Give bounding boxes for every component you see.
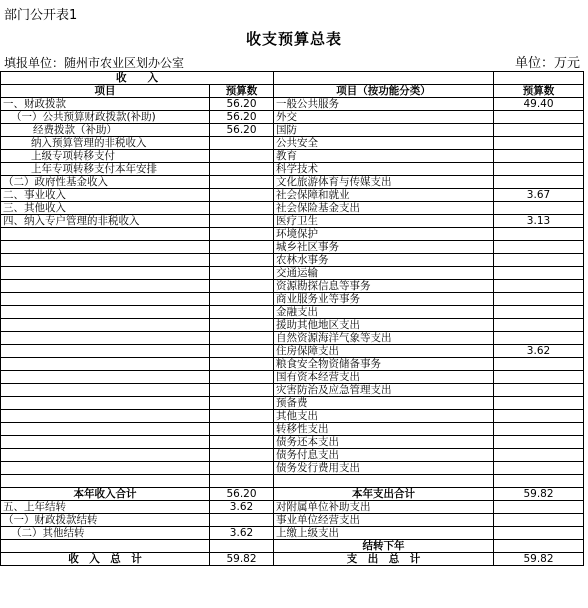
carry-other-label: （二）其他结转: [1, 527, 210, 540]
table-row: [1, 423, 584, 436]
row-expense-budget: [494, 124, 584, 137]
carry-label: 五、上年结转: [1, 501, 210, 514]
row-income-budget: [210, 423, 274, 436]
table-row: [1, 449, 584, 462]
row-income-budget: [210, 475, 274, 488]
row-expense-item: 教育: [274, 150, 494, 163]
table-row: [1, 462, 584, 475]
row-income-budget: [210, 150, 274, 163]
row-expense-item: 债务发行费用支出: [274, 462, 494, 475]
row-income-budget: [210, 215, 274, 228]
table-row: [1, 293, 584, 306]
row-expense-item: 农林水事务: [274, 254, 494, 267]
row-income-item: [1, 410, 210, 423]
row-expense-item: 城乡社区事务: [274, 241, 494, 254]
row-income-budget: [210, 462, 274, 475]
row-income-budget: [210, 358, 274, 371]
row-expense-budget: 3.67: [494, 189, 584, 202]
carry-value: 3.62: [210, 501, 274, 514]
row-income-item: [1, 241, 210, 254]
row-expense-budget: [494, 423, 584, 436]
row-income-item: [1, 423, 210, 436]
row-income-budget: [210, 293, 274, 306]
table-number: 部门公开表1: [4, 8, 78, 23]
row-expense-item: 资源勘探信息等事务: [274, 280, 494, 293]
row-income-budget: [210, 241, 274, 254]
table-row: [1, 124, 584, 137]
row-income-item: [1, 280, 210, 293]
row-expense-budget: [494, 475, 584, 488]
table-row: [1, 111, 584, 124]
row-expense-item: 国防: [274, 124, 494, 137]
row-income-item: [1, 267, 210, 280]
page-title: 收支预算总表: [245, 30, 342, 48]
table-row: [1, 137, 584, 150]
row-expense-budget: [494, 410, 584, 423]
row-income-budget: [210, 202, 274, 215]
row-expense-item: 粮食安全物资储备事务: [274, 358, 494, 371]
row-expense-budget: 49.40: [494, 98, 584, 111]
col-item: 项目: [1, 85, 210, 98]
row-expense-budget: [494, 202, 584, 215]
row-income-budget: [210, 189, 274, 202]
row-expense-item: 援助其他地区支出: [274, 319, 494, 332]
table-row: [1, 176, 584, 189]
row-income-budget: [210, 449, 274, 462]
row-expense-item: 其他支出: [274, 410, 494, 423]
row-income-budget: [210, 410, 274, 423]
col-item-function: 项目（按功能分类）: [274, 85, 494, 98]
row-expense-item: 环境保护: [274, 228, 494, 241]
row-expense-budget: [494, 319, 584, 332]
row-expense-budget: [494, 332, 584, 345]
row-expense-budget: [494, 397, 584, 410]
table-row: [1, 267, 584, 280]
row-income-item: [1, 319, 210, 332]
row-income-item: 纳入预算管理的非税收入: [1, 137, 210, 150]
row-expense-budget: [494, 306, 584, 319]
row-income-item: [1, 293, 210, 306]
income-total-label: 本年收入合计: [1, 488, 210, 501]
row-expense-item: 预备费: [274, 397, 494, 410]
row-expense-budget: [494, 150, 584, 163]
grand-expense-label: 支 出 总 计: [274, 553, 494, 566]
row-income-budget: [210, 137, 274, 150]
row-income-item: 三、其他收入: [1, 202, 210, 215]
table-row: [1, 436, 584, 449]
row-income-item: [1, 449, 210, 462]
row-income-item: [1, 397, 210, 410]
row-income-item: 上级专项转移支付: [1, 150, 210, 163]
row-income-budget: [210, 345, 274, 358]
row-income-budget: [210, 436, 274, 449]
row-expense-budget: [494, 462, 584, 475]
row-income-budget: 56.20: [210, 98, 274, 111]
row-income-item: [1, 436, 210, 449]
table-row: [1, 358, 584, 371]
carry-other-value: 3.62: [210, 527, 274, 540]
row-expense-item: 债务还本支出: [274, 436, 494, 449]
row-expense-budget: [494, 137, 584, 150]
table-row: [1, 228, 584, 241]
row-income-item: [1, 332, 210, 345]
row-expense-item: 转移性支出: [274, 423, 494, 436]
row-expense-item: 自然资源海洋气象等支出: [274, 332, 494, 345]
row-expense-budget: [494, 358, 584, 371]
row-income-item: [1, 384, 210, 397]
income-group-header: 收 入: [1, 72, 274, 85]
row-income-budget: 56.20: [210, 124, 274, 137]
table-row: [1, 163, 584, 176]
row-expense-item: 科学技术: [274, 163, 494, 176]
row-income-budget: [210, 306, 274, 319]
row-income-item: [1, 345, 210, 358]
row-expense-item: 医疗卫生: [274, 215, 494, 228]
row-expense-budget: 3.62: [494, 345, 584, 358]
row-income-item: [1, 462, 210, 475]
income-total: 56.20: [210, 488, 274, 501]
row-expense-budget: [494, 241, 584, 254]
row-income-budget: [210, 254, 274, 267]
row-expense-budget: [494, 293, 584, 306]
fill-unit-label: 填报单位：随州市农业区划办公室: [4, 56, 185, 70]
sub-unit-label: 对附属单位补助支出: [274, 501, 494, 514]
row-income-budget: [210, 384, 274, 397]
row-expense-item: 住房保障支出: [274, 345, 494, 358]
table-row: [1, 319, 584, 332]
row-income-budget: 56.20: [210, 111, 274, 124]
row-expense-item: 一般公共服务: [274, 98, 494, 111]
row-expense-budget: [494, 280, 584, 293]
row-expense-budget: [494, 384, 584, 397]
table-row: [1, 189, 584, 202]
table-row: [1, 397, 584, 410]
row-income-budget: [210, 267, 274, 280]
row-expense-budget: [494, 228, 584, 241]
row-expense-item: 社会保险基金支出: [274, 202, 494, 215]
row-income-budget: [210, 163, 274, 176]
table-row: [1, 384, 584, 397]
row-income-budget: [210, 280, 274, 293]
grand-income: 59.82: [210, 553, 274, 566]
row-expense-item: 商业服务业等事务: [274, 293, 494, 306]
row-expense-item: [274, 475, 494, 488]
biz-op-label: 事业单位经营支出: [274, 514, 494, 527]
row-income-item: [1, 358, 210, 371]
row-income-budget: [210, 371, 274, 384]
col-budget2: 预算数: [494, 85, 584, 98]
table-row: [1, 280, 584, 293]
row-income-budget: [210, 332, 274, 345]
row-income-budget: [210, 397, 274, 410]
col-budget: 预算数: [210, 85, 274, 98]
row-income-budget: [210, 176, 274, 189]
row-income-budget: [210, 228, 274, 241]
row-expense-budget: [494, 176, 584, 189]
row-expense-budget: [494, 371, 584, 384]
row-expense-budget: [494, 163, 584, 176]
grand-income-label: 收 入 总 计: [1, 553, 210, 566]
row-income-item: [1, 371, 210, 384]
row-income-budget: [210, 319, 274, 332]
table-row: [1, 241, 584, 254]
row-expense-item: 公共安全: [274, 137, 494, 150]
row-income-item: 四、纳入专户管理的非税收入: [1, 215, 210, 228]
table-row: [1, 215, 584, 228]
table-row: [1, 202, 584, 215]
carry-fiscal-label: （一）财政拨款结转: [1, 514, 210, 527]
row-income-item: 经费拨款（补助）: [1, 124, 210, 137]
row-income-item: [1, 306, 210, 319]
row-expense-budget: [494, 436, 584, 449]
row-income-item: 一、财政拨款: [1, 98, 210, 111]
table-row: [1, 254, 584, 267]
row-expense-item: 外交: [274, 111, 494, 124]
row-expense-budget: [494, 254, 584, 267]
expense-total: 59.82: [494, 488, 584, 501]
row-income-item: 二、事业收入: [1, 189, 210, 202]
expense-total-label: 本年支出合计: [274, 488, 494, 501]
row-expense-budget: [494, 267, 584, 280]
next-year-label: 结转下年: [274, 540, 494, 553]
table-row: [1, 345, 584, 358]
row-expense-item: 债务付息支出: [274, 449, 494, 462]
row-income-item: [1, 254, 210, 267]
row-income-item: （一）公共预算财政拨款(补助): [1, 111, 210, 124]
row-income-item: [1, 228, 210, 241]
row-expense-item: 交通运输: [274, 267, 494, 280]
budget-table: [0, 71, 584, 566]
row-expense-item: 社会保障和就业: [274, 189, 494, 202]
table-row: [1, 332, 584, 345]
row-expense-item: 国有资本经营支出: [274, 371, 494, 384]
table-row: [1, 150, 584, 163]
unit-label: 单位：万元: [514, 56, 580, 71]
row-expense-budget: [494, 449, 584, 462]
table-row: [1, 371, 584, 384]
row-expense-budget: [494, 111, 584, 124]
row-expense-item: 灾害防治及应急管理支出: [274, 384, 494, 397]
table-row: [1, 306, 584, 319]
table-row: [1, 410, 584, 423]
upper-pay-label: 上缴上级支出: [274, 527, 494, 540]
row-income-item: （二）政府性基金收入: [1, 176, 210, 189]
row-expense-item: 金融支出: [274, 306, 494, 319]
row-expense-budget: 3.13: [494, 215, 584, 228]
row-income-item: [1, 475, 210, 488]
grand-expense: 59.82: [494, 553, 584, 566]
table-row: [1, 98, 584, 111]
row-expense-item: 文化旅游体育与传媒支出: [274, 176, 494, 189]
table-row: [1, 475, 584, 488]
row-income-item: 上年专项转移支付本年安排: [1, 163, 210, 176]
